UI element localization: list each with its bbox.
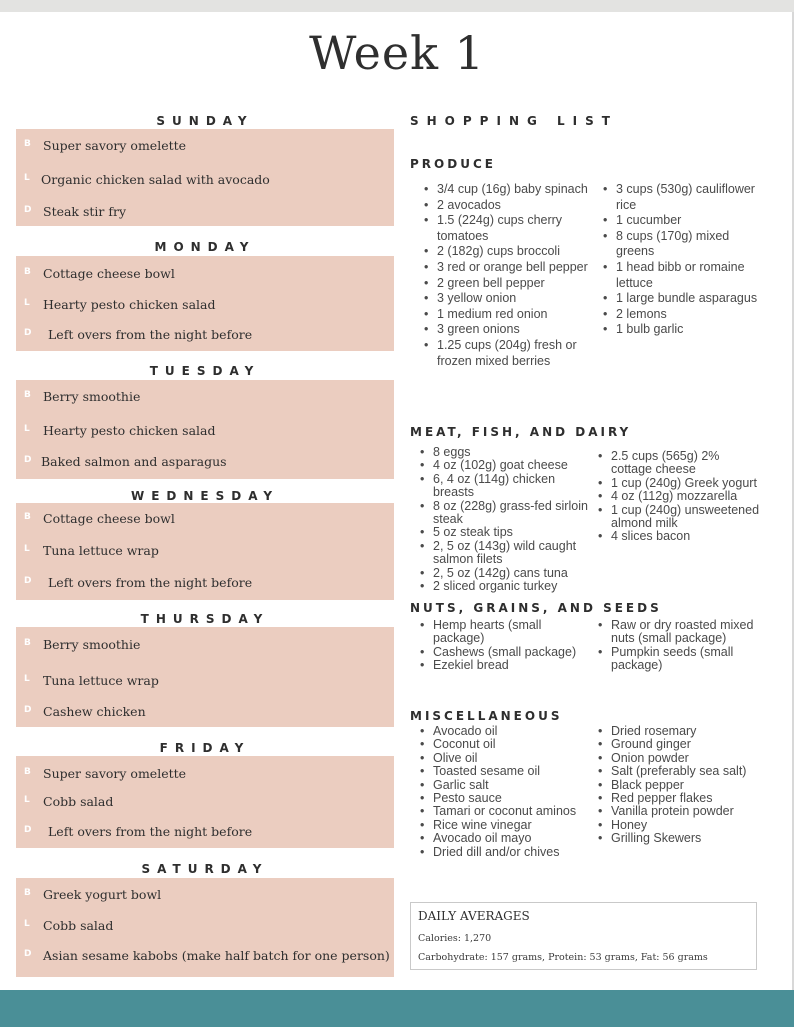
meal-letter: B	[24, 767, 31, 777]
meal-row-lunch	[16, 296, 394, 316]
shopping-item: • 3/4 cup (16g) baby spinach	[422, 182, 590, 198]
meal-letter: L	[24, 795, 30, 805]
meal-text: Super savory omelette	[43, 138, 187, 153]
meal-letter: B	[24, 267, 31, 277]
shopping-item: • 1.25 cups (204g) fresh or frozen mixed berries	[422, 338, 590, 369]
shopping-item: • 8 cups (170g) mixed greens	[601, 229, 761, 260]
shopping-item: • Red pepper flakes	[596, 792, 768, 805]
shopping-item: • 3 yellow onion	[422, 291, 590, 307]
shopping-item: • Toasted sesame oil	[418, 765, 588, 778]
shopping-item: • 2 lemons	[601, 307, 761, 323]
meal-text: Super savory omelette	[43, 766, 187, 781]
shopping-item: • Tamari or coconut aminos	[418, 805, 588, 818]
meal-text: Steak stir fry	[43, 204, 127, 219]
meal-row-breakfast	[16, 388, 394, 408]
top-bar	[0, 0, 794, 12]
meal-letter: L	[24, 544, 30, 554]
shopping-item: • 8 eggs	[418, 446, 594, 459]
shopping-item: • 2 sliced organic turkey	[418, 580, 594, 593]
shopping-item: • Pesto sauce	[418, 792, 588, 805]
meal-letter: B	[24, 390, 31, 400]
meal-row-lunch	[16, 917, 394, 937]
shopping-item: • 4 oz (102g) goat cheese	[418, 459, 594, 472]
meal-letter: B	[24, 512, 31, 522]
day-meals-box	[16, 878, 394, 977]
day-meals-box	[16, 129, 394, 226]
meal-row-breakfast	[16, 265, 394, 285]
meal-letter: L	[24, 919, 30, 929]
shopping-item: • 1 cup (240g) unsweetened almond milk	[596, 504, 762, 531]
meal-row-dinner	[16, 947, 394, 967]
meal-text: Asian sesame kabobs (make half batch for one person)	[43, 948, 390, 963]
meal-text: Hearty pesto chicken salad	[43, 423, 216, 438]
produce-list-col1	[422, 182, 590, 369]
shopping-item: • Avocado oil	[418, 725, 588, 738]
day-meals-box	[16, 627, 394, 727]
shopping-item: • Dried dill and/or chives	[418, 846, 588, 859]
meal-letter: D	[24, 576, 32, 586]
meal-letter: L	[24, 424, 30, 434]
day-meals-box	[16, 256, 394, 351]
page-title: Week 1	[309, 26, 485, 80]
shopping-item: • Cashews (small package)	[418, 646, 580, 659]
meal-row-breakfast	[16, 886, 394, 906]
shopping-item: • Raw or dry roasted mixed nuts (small package)	[596, 619, 762, 646]
shopping-item: • 2.5 cups (565g) 2% cottage cheese	[596, 450, 762, 477]
shopping-item: • Honey	[596, 819, 768, 832]
shopping-list-title: SHOPPING LIST	[410, 114, 618, 128]
miscellaneous-title: MISCELLANEOUS	[410, 709, 563, 723]
shopping-item: • 1 head bibb or romaine lettuce	[601, 260, 761, 291]
daily-calories: Calories: 1,270	[418, 933, 492, 944]
shopping-item: • 3 cups (530g) cauliflower rice	[601, 182, 761, 213]
meal-letter: D	[24, 949, 32, 959]
meal-row-dinner	[16, 823, 394, 843]
day-title: THURSDAY	[140, 612, 270, 626]
shopping-item: • 4 oz (112g) mozzarella	[596, 490, 762, 503]
shopping-item: • Olive oil	[418, 752, 588, 765]
meal-text: Cottage cheese bowl	[43, 266, 175, 281]
meal-text: Cottage cheese bowl	[43, 511, 175, 526]
nuts-list-col2	[596, 619, 762, 673]
shopping-item: • Coconut oil	[418, 738, 588, 751]
shopping-item: • Black pepper	[596, 779, 768, 792]
meal-letter: L	[24, 674, 30, 684]
meal-row-breakfast	[16, 765, 394, 785]
shopping-item: • 3 red or orange bell pepper	[422, 260, 590, 276]
shopping-item: • Pumpkin seeds (small package)	[596, 646, 762, 673]
shopping-item: • Dried rosemary	[596, 725, 768, 738]
shopping-item: • Ground ginger	[596, 738, 768, 751]
shopping-item: • 2, 5 oz (142g) cans tuna	[418, 567, 594, 580]
meal-row-lunch	[16, 672, 394, 692]
misc-list-col1	[418, 725, 588, 859]
meal-row-breakfast	[16, 510, 394, 530]
shopping-item: • Vanilla protein powder	[596, 805, 768, 818]
meal-row-dinner	[16, 703, 394, 723]
meat-list-col2	[596, 450, 762, 544]
meal-letter: L	[24, 173, 30, 183]
meal-text: Cobb salad	[43, 918, 114, 933]
shopping-item: • 2 (182g) cups broccoli	[422, 244, 590, 260]
shopping-item: • 8 oz (228g) grass-fed sirloin steak	[418, 500, 594, 527]
footer-bar	[0, 990, 794, 1027]
meat-fish-dairy-title: MEAT, FISH, AND DAIRY	[410, 425, 632, 439]
meal-letter: B	[24, 888, 31, 898]
meal-row-lunch	[16, 542, 394, 562]
meal-text: Hearty pesto chicken salad	[43, 297, 216, 312]
day-title: SUNDAY	[156, 114, 254, 128]
meal-letter: D	[24, 455, 32, 465]
shopping-item: • Salt (preferably sea salt)	[596, 765, 768, 778]
meal-row-dinner	[16, 326, 394, 346]
meal-letter: B	[24, 139, 31, 149]
meal-row-dinner	[16, 453, 394, 473]
meal-row-breakfast	[16, 137, 394, 157]
day-meals-box	[16, 380, 394, 479]
meal-text: Baked salmon and asparagus	[41, 454, 227, 469]
meal-row-dinner	[16, 203, 394, 223]
shopping-item: • 2, 5 oz (143g) wild caught salmon filets	[418, 540, 594, 567]
meal-text: Berry smoothie	[43, 637, 141, 652]
shopping-item: • 2 green bell pepper	[422, 276, 590, 292]
meal-row-dinner	[16, 574, 394, 594]
produce-list-col2	[601, 182, 761, 338]
produce-title: PRODUCE	[410, 157, 496, 171]
daily-macros: Carbohydrate: 157 grams, Protein: 53 grams, Fat: 56 grams	[418, 952, 708, 963]
misc-list-col2	[596, 725, 768, 846]
meal-text: Tuna lettuce wrap	[43, 543, 159, 558]
meal-text: Organic chicken salad with avocado	[41, 172, 270, 187]
shopping-item: • 5 oz steak tips	[418, 526, 594, 539]
meal-text: Greek yogurt bowl	[43, 887, 162, 902]
meal-letter: D	[24, 328, 32, 338]
day-title: MONDAY	[154, 240, 256, 254]
daily-averages-box	[410, 902, 757, 970]
shopping-item: • Hemp hearts (small package)	[418, 619, 580, 646]
shopping-item: • 1 cucumber	[601, 213, 761, 229]
meal-row-lunch	[16, 793, 394, 813]
daily-averages-title: DAILY AVERAGES	[418, 909, 530, 923]
day-meals-box	[16, 503, 394, 600]
meal-text: Left overs from the night before	[48, 824, 253, 839]
shopping-item: • 1 medium red onion	[422, 307, 590, 323]
day-title: WEDNESDAY	[130, 489, 280, 503]
shopping-item: • 2 avocados	[422, 198, 590, 214]
meal-row-lunch	[16, 171, 394, 191]
day-title: FRIDAY	[159, 741, 251, 755]
shopping-item: • 1 cup (240g) Greek yogurt	[596, 477, 762, 490]
shopping-item: • 4 slices bacon	[596, 530, 762, 543]
shopping-item: • 3 green onions	[422, 322, 590, 338]
meal-letter: D	[24, 825, 32, 835]
shopping-item: • Ezekiel bread	[418, 659, 580, 672]
meat-list-col1	[418, 446, 594, 593]
nuts-grains-seeds-title: NUTS, GRAINS, AND SEEDS	[410, 601, 662, 615]
nuts-list-col1	[418, 619, 580, 673]
shopping-item: • Garlic salt	[418, 779, 588, 792]
meal-text: Cashew chicken	[43, 704, 146, 719]
day-title: SATURDAY	[141, 862, 269, 876]
shopping-item: • Onion powder	[596, 752, 768, 765]
shopping-item: • 1 bulb garlic	[601, 322, 761, 338]
shopping-item: • Rice wine vinegar	[418, 819, 588, 832]
meal-text: Tuna lettuce wrap	[43, 673, 159, 688]
shopping-item: • 1 large bundle asparagus	[601, 291, 761, 307]
meal-text: Cobb salad	[43, 794, 114, 809]
shopping-item: • 1.5 (224g) cups cherry tomatoes	[422, 213, 590, 244]
meal-text: Berry smoothie	[43, 389, 141, 404]
meal-row-breakfast	[16, 636, 394, 656]
meal-row-lunch	[16, 422, 394, 442]
day-title: TUESDAY	[149, 364, 261, 378]
shopping-item: • 6, 4 oz (114g) chicken breasts	[418, 473, 594, 500]
meal-text: Left overs from the night before	[48, 575, 253, 590]
meal-letter: L	[24, 298, 30, 308]
meal-letter: D	[24, 705, 32, 715]
meal-letter: B	[24, 638, 31, 648]
shopping-item: • Avocado oil mayo	[418, 832, 588, 845]
meal-letter: D	[24, 205, 32, 215]
shopping-item: • Grilling Skewers	[596, 832, 768, 845]
day-meals-box	[16, 756, 394, 848]
meal-text: Left overs from the night before	[48, 327, 253, 342]
